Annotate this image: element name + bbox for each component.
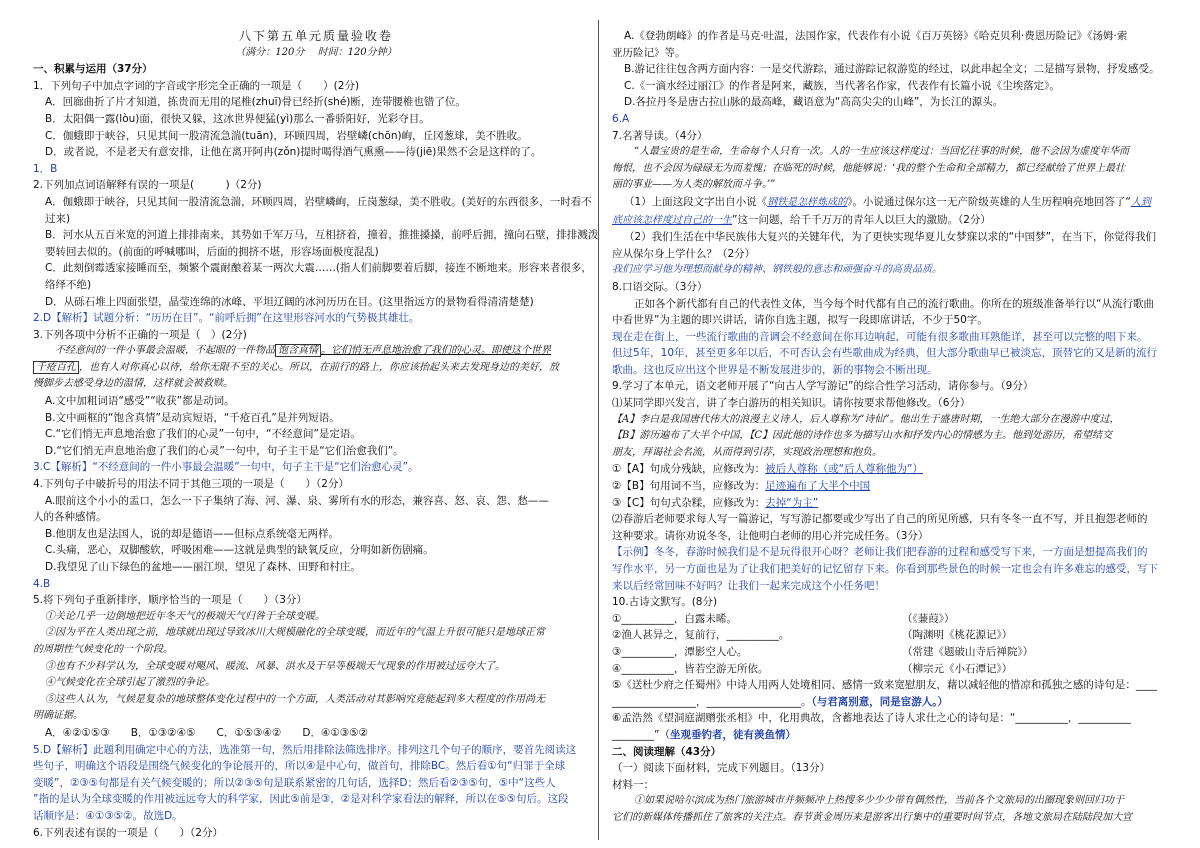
option-4a-cont: 人的各种感情。 (33, 511, 107, 524)
options-5: A．④②①⑤③ B．①③②④⑤ C．①⑤③④② D．④①③⑤② (45, 726, 369, 739)
poem-line-5: ⑤《送杜少府之任蜀州》中诗人用两人处境相同、感情一致来宽慰朋友，藉以减轻他的惜凉和孤独之感的诗句是：____ (612, 679, 1157, 692)
reading-part-1: （一）阅读下面材料，完成下列题目。（13分） (612, 762, 831, 775)
poem-line-1: ①__________，白露未晞。 （《蒹葭》） (612, 612, 955, 625)
option-4b: B.他朋友也是法国人，说的却是德语——但标点系统毫无两样。 (45, 527, 340, 540)
option-6b: B.游记往往包含两方面内容：一是交代游踪，通过游踪记叙游览的经过，以此串起全文；二是描写景物，抒发感受。 (624, 63, 1160, 76)
quote-7-line-1: “人最宝贵的是生命，生命每个人只有一次。人的一生应该这样度过：当回忆往事的时候，他不会因为虚度年华而 (634, 146, 1130, 158)
answer-9-line-2: 写作水平，另一方面也是为了让我们把美好的记忆留存下来。你看到那些景色的时候一定也会有许多难忘的感受，写下 (612, 563, 1158, 575)
option-4c: C.头痛，恶心，双脚酸软，呼吸困难——这就是典型的缺氧反应，分明如新伤剧痛。 (45, 544, 434, 557)
sentence-5-2: ②因为平在人类出现之前，地球就出现过导致冰川大规模融化的全球变暖，而近年的气温上升很可能只是地球正常 (45, 627, 545, 639)
question-7-2-cont: 应从保尔身上学什么？（2分） (612, 247, 756, 260)
answer-5-line-3: 变暖”，②③⑤句都是有关气候变暖的；所以②③⑤句是联系紧密的几句话，选择D；然后看②③⑤句，⑤中“这些人 (33, 776, 556, 789)
material-label: 材料一： (612, 778, 654, 791)
option-4a: A.眼前这个小小的盂口，怎么一下子集纳了海、河、瀑、泉、雾所有水的形态，兼容喜、怒、哀、怨、愁—— (45, 494, 549, 507)
question-9-1: ⑴某同学即兴发言，讲了李白游历的相关知识。请你按要求帮他修改。（6分） (612, 397, 971, 410)
sentence-5-5-cont: 明确证据。 (33, 710, 83, 722)
answer-8-line-3: 歌曲。这也反应出这个世界是不断发展进步的，新的事物会不断出现。 (612, 363, 938, 376)
poem-line-4: ④__________，皆若空游无所依。 （柳宗元《小石潭记》） (612, 662, 1013, 675)
sentence-5-1: ①关论几乎一边倒地把近年冬天气的极端天气归咎于全球变暖。 (45, 610, 325, 622)
answer-6: 6.A (612, 112, 630, 125)
page-title: 八下第五单元质量验收卷 (238, 29, 393, 43)
boxed-phrase-1: 饱含真情 (275, 344, 321, 357)
passage-3-line-2: 千疮百孔 ，也有人对你真心以待，给你无限不至的关心。所以，在前行的路上，你应该抬起头来去发现身边的美好，放 (33, 360, 599, 377)
option-6a-cont: 亚历险记》等。 (612, 46, 686, 59)
sentence-5-5: ⑤这些人认为，气候是复杂的地球整体变化过程中的一个方面，人类活动对其影响究竟能起到多大程度的作用尚无 (45, 693, 545, 705)
question-7-2: （2）我们生活在中华民族伟大复兴的关键年代，为了更快实现华夏儿女梦寐以求的“中国梦”，在当下，你觉得我们 (624, 231, 1157, 244)
page-subtitle: （满分：120分 时间：120分钟） (235, 46, 397, 58)
section-heading-2: 二、阅读理解（43分） (612, 745, 722, 758)
option-1b: B．太阳偶一露(lòu)面，很快又躲，这冰世界便猛(yì)那么一番骄阳好，光彩夺目。 (45, 112, 430, 125)
answer-9-3: 去掉“为主” (765, 496, 819, 509)
answer-5-line-5: 话顺序是：④①③⑤②。故选D。 (33, 809, 183, 822)
quote-7-line-3: 丽的事业——为人类的解放而斗争。’” (612, 179, 776, 191)
revision-9-1: ①【A】句成分残缺，应修改为：被后人尊称（或“后人尊称他为”） (612, 463, 923, 476)
answer-7-1c: 底应该怎样度过自己的一生 (612, 214, 732, 226)
option-4d: D.我望见了山下绿色的盆地——丽江坝，望见了森林、田野和村庄。 (45, 561, 361, 573)
question-8: 8.口语交际。（3分） (612, 280, 708, 293)
answer-7-2: 我们应学习他为理想而献身的精神、钢铁般的意志和顽强奋斗的高贵品质。 (612, 264, 942, 276)
answer-5-line-1: 5.D【解析】此题利用确定中心的方法，选准第一句，然后用排除法筛选排序。排列这几个句子的顺序，要首先阅读这 (33, 743, 577, 756)
answer-7-1b: 人到 (1130, 196, 1151, 208)
option-3b: B.文中画框的“饱含真情”是动宾短语，“千疮百孔”是并列短语。 (45, 411, 340, 424)
revision-9-3: ③【C】句句式杂糅，应修改为：去掉“为主” (612, 496, 819, 509)
option-6c: C.《一滴水经过丽江》的作者是阿来，藏族，当代著名作家，代表作有长篇小说《尘埃落定》。 (624, 79, 1060, 92)
option-3a: A.文中加粗词语“感受”“收获”都是动词。 (45, 395, 235, 408)
option-1a: A．回廊曲折了片才知道，拣贵而无用的尾椎(zhuī)骨已经折(shé)断，连带腰椎也错了位。 (45, 96, 466, 109)
answer-9-2: 足迹遍布了大半个中国 (765, 480, 871, 493)
material-line-2: 它们的新媒体传播抓住了旅客的关注点。春节黄金周历来是游客出行集中的重要时间节点，各地文旅局在陆陆段加大宣 (612, 811, 1132, 823)
sentence-5-4: ④气候变化在全球引起了激烈的争论。 (45, 677, 215, 689)
question-9: 9.学习了本单元，语文老师开展了“向古人学写游记”的综合性学习活动，请你参与。（9分） (612, 380, 1034, 393)
answer-8-line-1: 现在走在街上，一些流行歌曲的音调会不经意间在你耳边响起，可能有很多歌曲耳熟能详，甚至可以完整的唱下来。 (612, 330, 1148, 343)
prompt-8-line-1: 正如各个新代都有自己的代表性文体，当今每个时代都有自己的流行歌曲。你所在的班级准备举行以“从流行歌曲 (634, 297, 1154, 310)
answer-3: 3.C【解析】“不经意间的一件小事最会温暖”一句中，句子主干是“它们治愈心灵”。 (33, 461, 419, 474)
option-2d: D．从砾石堆上四面张望，晶莹连绵的冰峰、平坦辽阔的冰河历历在目。(这里指远方的景物看得清清楚楚) (45, 295, 534, 308)
answer-9-line-3: 来以后经常回味不好吗？让我们一起来完成这个小任务吧！ (612, 579, 885, 592)
question-7: 7.名著导读。（4分） (612, 129, 708, 142)
answer-8-line-2: 但过5年，10年，甚至更多年以后，不可否认会有些歌曲成为经典，但大部分歌曲早已被淡忘，顶替它的又是新的流行 (612, 347, 1158, 360)
right-column (612, 28, 1178, 842)
sentence-5-2-cont: 的周期性气候变化的一个阶段。 (33, 643, 173, 655)
answer-10-6: 坐观垂钓者，徒有羡鱼情 (669, 728, 786, 741)
section-heading: 一、积累与运用（37分） (33, 63, 153, 76)
question-4: 4.下列句子中破折号的用法不同于其他三项的一项是（ ）（2分） (33, 478, 349, 491)
prompt-8-line-2: 中看世界”为主题的即兴讲话，请你自选主题，拟写一段即席讲话，不少于50字。 (612, 314, 988, 327)
revision-9-2: ②【B】句用词不当，应修改为：足迹遍布了大半个中国 (612, 480, 871, 493)
option-2a: A．伽蛾即于峡谷，只见其间一股清流急湍，环顾四周，岩壁嶙峋，丘岗葱绿，美不胜收。(美好的东西很多，一时看不过来) (45, 195, 592, 225)
question-3: 3.下列各项中分析不正确的一项是（ ）(2分) (33, 328, 247, 341)
answer-9-line-1: 【示例】冬冬，春游时候我们是不是玩得很开心呀？老师让我们把春游的过程和感受写下来，一方面是想提高我们的 (612, 546, 1148, 559)
question-1: 1．下列句子中加点字词的字音或字形完全正确的一项是（ ）(2分) (33, 79, 360, 92)
option-3d: D.“它们悄无声息地治愈了我们的心灵”一句中，句子主干是“它们治愈我们”。 (45, 444, 404, 457)
passage-3-line-3: 慢脚步去感受身边的温情，这样就会被救赎。 (33, 378, 233, 390)
answer-10-5: （与君离别意，同是宦游人。） (811, 695, 948, 708)
answer-5-line-2: 些句子，明确这个语段是围绕气候变化的争论展开的，所以④是中心句，做首句，排除BC。然后看①句“归罪于全球 (33, 760, 566, 773)
answer-5-line-4: ”指的是认为全球变暖的作用被远远夸大的科学家，因此⑤前是③，②是对科学家看法的解释，所以在⑤⑤句后。这段 (33, 793, 569, 806)
passage-3-line-1: 不经意间的一件小事最会温暖，不起眼的一件物品 饱含真情 。它们悄无声息地治愈了我们的心灵。即使这个世界 (55, 345, 551, 357)
passage-9-b: 【B】游历遍布了大半个中国，【C】因此他的诗作也多为描写山水和抒发内心的情感为主。他到处游历，希望结交 (612, 430, 1112, 442)
poem-line-5-cont: ________________，__________________。（与君离别意，同是宦游人。） (612, 695, 948, 708)
passage-9-c: 朋友，拜谒社会名流，从而得到引荐，实现政治理想和抱负。 (612, 446, 882, 458)
left-column (33, 28, 599, 842)
question-9-2: ⑵春游后老师要求每人写一篇游记，写写游记都要或少写出了自己的所见所感，只有冬冬一直不写，并且抱怨老师的 (612, 513, 1148, 526)
question-7-1: （1）上面这段文字出自小说《钢铁是怎样炼成的》。小说通过保尔这一无产阶级英雄的人生历程响亮地回答了“人到 (624, 195, 1151, 208)
option-2c: C．此刻倒霉透家接睡而至，频繁个震耐酿着某一两次大震……(指人们前脚要着后脚，接连不断地来。形容来者很多，络绎不绝) (45, 262, 592, 291)
option-6a: A.《登勃朗峰》的作者是马克·吐温，法国作家，代表作有小说《百万英镑》《哈克贝利·费恩历险记》《汤姆·索 (624, 30, 1128, 42)
poem-line-6: ⑥孟浩然《望洞庭湖赠张丞相》中，化用典故，含蓄地表达了诗人求仕之心的诗句是：“__________，__________ (612, 712, 1131, 725)
question-2: 2.下列加点词语解释有误的一项是( )（2分) (33, 179, 262, 192)
poem-line-6-cont: ________”（坐观垂钓者，徒有羡鱼情） (612, 728, 796, 741)
answer-7-1a: 钢铁是怎样炼成的 (767, 196, 848, 208)
question-9-2-cont: 这种要求。请你劝说冬冬，让他明白老师的用心并完成任务。（3分） (612, 529, 929, 542)
boxed-phrase-2: 千疮百孔 (33, 361, 79, 374)
answer-2: 2.D【解析】试题分析：“历历在目”。“前呼后拥”在这里形容河水的气势极其雄壮。 (33, 312, 420, 325)
question-5: 5.将下列句子重新排序，顺序恰当的一项是（ ）（3分） (33, 594, 307, 607)
passage-9-a: 【A】李白是我国唐代伟大的浪漫主义诗人，后人尊称为“诗仙”。他出生于盛唐时期，一生绝大部分在漫游中度过， (612, 413, 1120, 425)
answer-4: 4.B (33, 577, 51, 590)
answer-9-1: 被后人尊称（或“后人尊称他为”） (765, 463, 923, 476)
option-3c: C.“它们悄无声息地治愈了我们的心灵”一句中，“不经意间”是定语。 (45, 428, 361, 441)
answer-1: 1．B (33, 162, 58, 175)
poem-line-2: ②渔人甚异之，复前行，__________。 （陶渊明《桃花源记》） (612, 629, 1013, 642)
option-1d: D．或者说，不是老天有意安排，让他在离开阿冉(zǒn)提时喝得酒气熏熏——待(jiē)果然不会是这样的了。 (45, 146, 542, 159)
poem-line-3: ③__________，潭影空人心。 （常建《题破山寺后禅院》） (612, 645, 1034, 658)
sentence-5-3: ③也有不少科学认为，全球变暖对飓风、暖流、风暴、洪水及干旱等极端天气现象的作用被过远夸大了。 (45, 660, 505, 672)
quote-7-line-2: 悔恨，也不会因为碌碌无为而羞愧；在临死的时候，他能够说：‘我的整个生命和全部精力，都已经献给了世界上最壮 (612, 162, 1126, 174)
question-10: 10.古诗文默写。(8分) (612, 596, 718, 609)
option-6d: D.各拉丹冬是唐古拉山脉的最高峰，藏语意为“高高尖尖的山峰”，为长江的源头。 (624, 96, 1004, 109)
option-2b: B．河水从五百米宽的河道上排排南来，其势如千军万马，互相挤着，撞着，推推搡搡，前呼后拥，撞向石壁，排排溅泼要转回去似的。(前面的呼喊哪叫，后面的拥挤不堪，形容场面极度混乱) (45, 229, 599, 258)
material-line-1: ①如果说哈尔滨成为热门旅游城市并频频冲上热搜多少少少带有偶然性，当前各个文旅局的出圈现象则回归功于 (634, 795, 1124, 807)
option-1c: C．伽蛾即于峡谷，只见其间一股清流急湍(tuān)，环顾四周，岩壁嶙(chōn)峋，丘冈葱球，美不胜收。 (45, 129, 528, 142)
question-6: 6.下列表述有误的一项是（ ）（2分） (33, 826, 223, 839)
question-7-1-cont: 底应该怎样度过自己的一生”这一问题，给千千万万的青年人以巨大的激励。（2分） (612, 213, 991, 226)
